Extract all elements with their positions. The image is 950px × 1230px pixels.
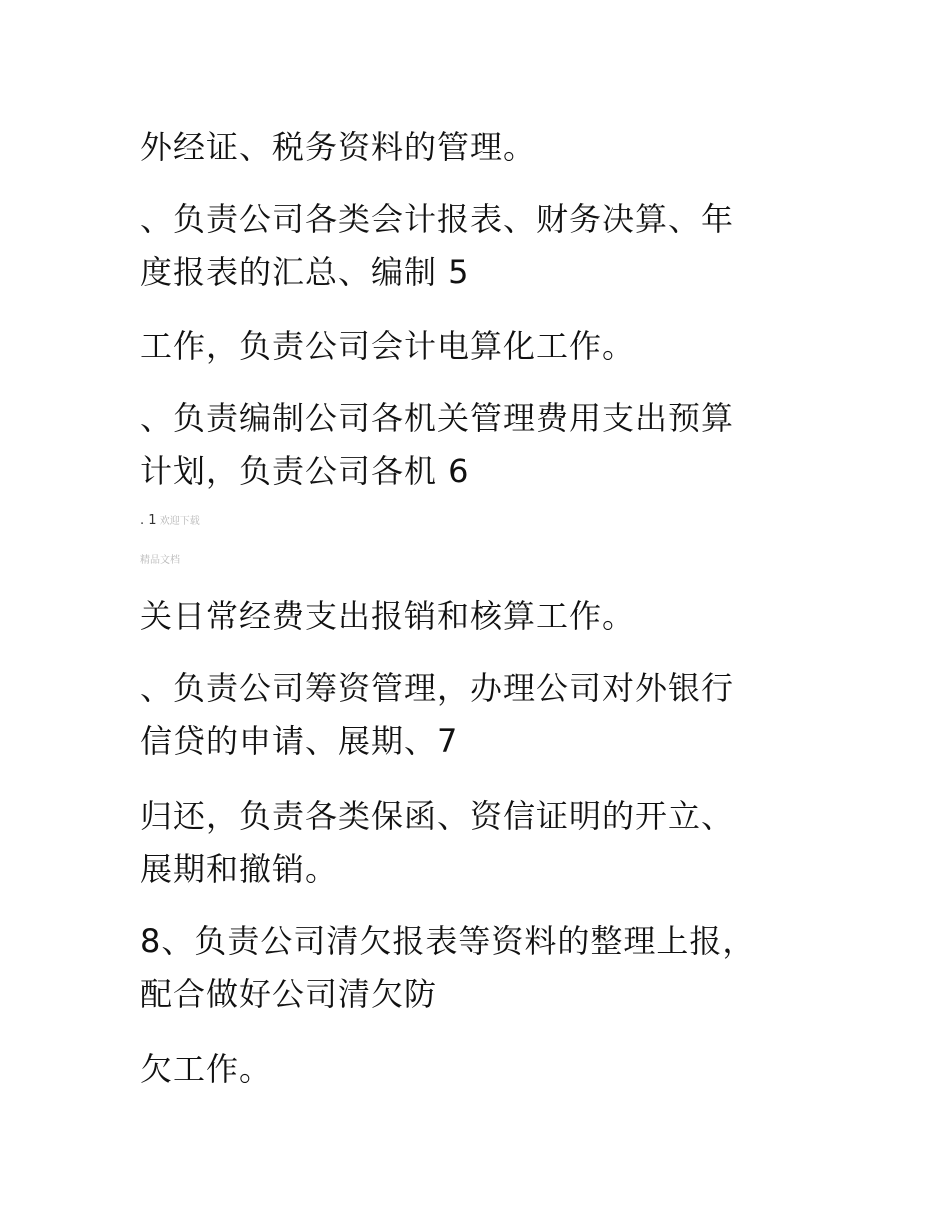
paragraph — [140, 790, 820, 896]
text-line: 、负责公司各类会计报表、财务决算、年 — [140, 200, 735, 238]
paragraph — [140, 590, 820, 643]
watermark-text: 精品文档 — [140, 555, 180, 566]
paragraph — [140, 121, 820, 174]
paragraph — [140, 392, 820, 498]
text-line: 8、负责公司清欠报表等资料的整理上报， — [140, 922, 756, 960]
text-line: 配合做好公司清欠防 — [140, 975, 438, 1013]
text-line: 关日常经费支出报销和核算工作。 — [140, 597, 636, 635]
text-line: 展期和撤销。 — [140, 850, 339, 888]
page-number-marker — [140, 512, 200, 528]
text-line: 欠工作。 — [140, 1050, 273, 1088]
text-line: 归还，负责各类保函、资信证明的开立、 — [140, 797, 735, 835]
text-line: 外经证、税务资料的管理。 — [140, 128, 537, 166]
watermark-text: 欢迎下载 — [159, 516, 200, 527]
text-line: 计划，负责公司各机 6 — [140, 452, 470, 490]
paragraph — [140, 1043, 820, 1096]
watermark-label — [140, 551, 180, 566]
text-line: 工作，负责公司会计电算化工作。 — [140, 327, 636, 365]
page-number: . 1 — [140, 513, 157, 528]
paragraph — [140, 662, 820, 768]
text-line: 度报表的汇总、编制 5 — [140, 253, 470, 291]
paragraph — [140, 193, 820, 299]
text-line: 信贷的申请、展期、7 — [140, 722, 459, 760]
paragraph — [140, 320, 820, 373]
paragraph — [140, 915, 820, 1021]
text-line: 、负责编制公司各机关管理费用支出预算 — [140, 399, 735, 437]
text-line: 、负责公司筹资管理，办理公司对外银行 — [140, 669, 735, 707]
